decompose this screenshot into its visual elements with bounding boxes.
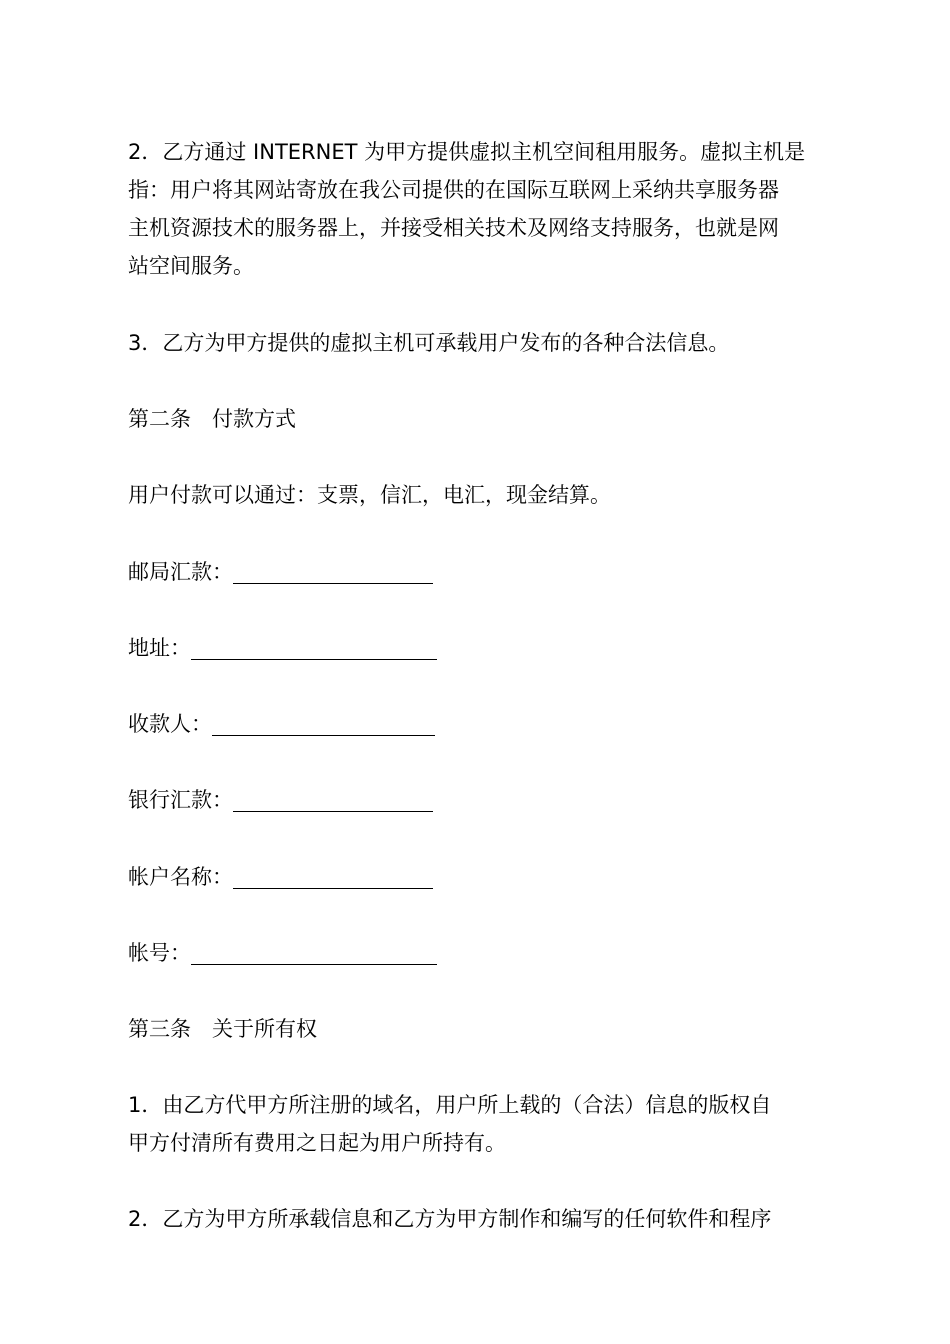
text-line: 甲方付清所有费用之日起为用户所持有。: [128, 1131, 506, 1155]
text-line: 2．乙方为甲方所承载信息和乙方为甲方制作和编写的任何软件和程序: [128, 1207, 772, 1231]
text-line: 指：用户将其网站寄放在我公司提供的在国际互联网上采纳共享服务器: [128, 178, 779, 202]
clause1-item2: [128, 133, 828, 285]
blank-line[interactable]: [212, 709, 435, 736]
text-line: 主机资源技术的服务器上，并接受相关技术及网络支持服务，也就是网: [128, 216, 779, 240]
field-label: 银行汇款：: [128, 788, 233, 812]
text-line: 3．乙方为甲方提供的虚拟主机可承载用户发布的各种合法信息。: [128, 331, 730, 355]
clause2-heading: 第二条 付款方式: [128, 407, 296, 431]
field-label: 地址：: [128, 636, 191, 660]
field-label: 邮局汇款：: [128, 560, 233, 584]
account-number-field: [128, 933, 437, 972]
postal-remittance-field: [128, 552, 433, 591]
blank-line[interactable]: [233, 862, 433, 889]
text-line: 站空间服务。: [128, 254, 254, 278]
clause3-item1: [128, 1086, 828, 1162]
clause2-intro: 用户付款可以通过：支票，信汇，电汇，现金结算。: [128, 483, 611, 507]
payee-field: [128, 704, 435, 743]
blank-line[interactable]: [191, 938, 437, 965]
address-field: [128, 628, 437, 667]
field-label: 收款人：: [128, 712, 212, 736]
blank-line[interactable]: [191, 633, 437, 660]
blank-line[interactable]: [233, 557, 433, 584]
field-label: 帐户名称：: [128, 865, 233, 889]
text-line: 2．乙方通过 INTERNET 为甲方提供虚拟主机空间租用服务。虚拟主机是: [128, 140, 806, 164]
text-line: 1．由乙方代甲方所注册的域名，用户所上载的（合法）信息的版权自: [128, 1093, 772, 1117]
field-label: 帐号：: [128, 941, 191, 965]
bank-remittance-field: [128, 780, 433, 819]
account-name-field: [128, 857, 433, 896]
clause3-heading: 第三条 关于所有权: [128, 1017, 317, 1041]
blank-line[interactable]: [233, 785, 433, 812]
clause1-item3: [128, 324, 828, 362]
clause3-item2: [128, 1200, 828, 1238]
